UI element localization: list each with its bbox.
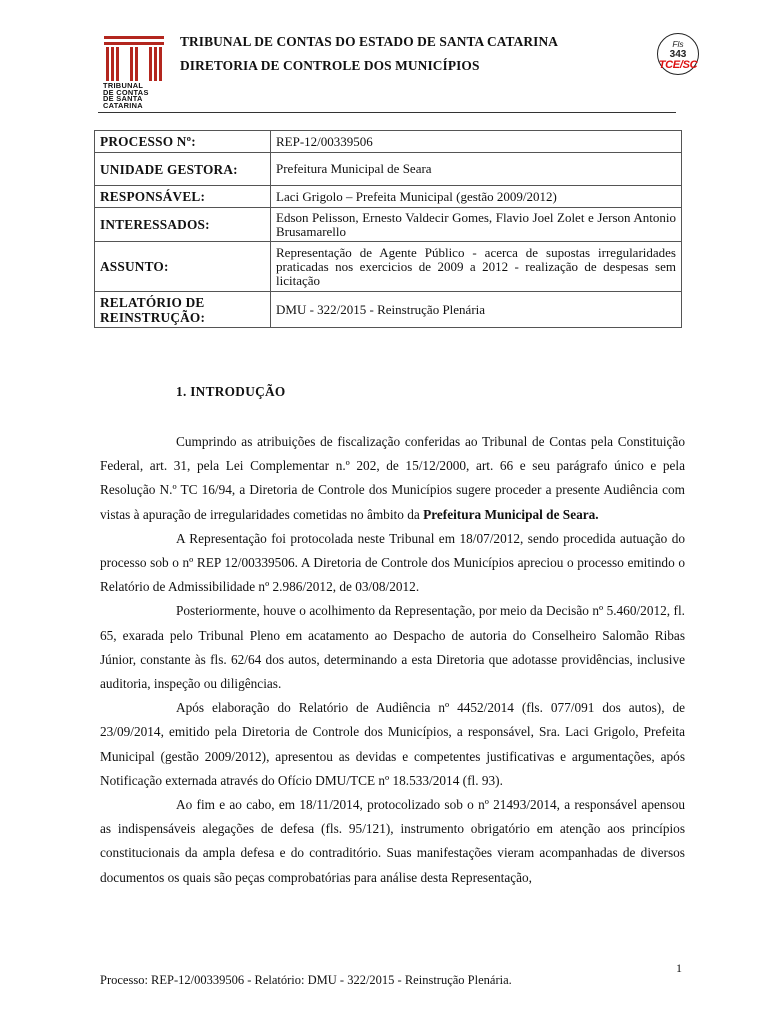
info-value: Prefeitura Municipal de Seara xyxy=(271,153,682,186)
info-value: Laci Grigolo – Prefeita Municipal (gestão 2009/2012) xyxy=(271,186,682,208)
stamp-org: TCE/SC xyxy=(658,59,698,71)
paragraph-text: Cumprindo as atribuições de fiscalização conferidas ao Tribunal de Contas pela Constituição Federal, art. 31, pela Lei Complementar n.º 202, de 15/12/2000, art. 66 e seu parágrafo único e pela Resolução N.º TC 16/94, a Diretoria de Controle dos Municípios sugere proceder a presente Audiência com vistas à apuração de irregularidades cometidas no âmbito da xyxy=(100,434,685,522)
info-value: REP-12/00339506 xyxy=(271,131,682,153)
page-footer: Processo: REP-12/00339506 - Relatório: DMU - 322/2015 - Reinstrução Plenária. xyxy=(100,973,512,987)
logo-line: CATARINA xyxy=(103,100,143,110)
info-key: RELATÓRIO DE REINSTRUÇÃO: xyxy=(95,292,271,328)
stamp-page-number: 343 xyxy=(669,49,687,60)
institution-title: TRIBUNAL DE CONTAS DO ESTADO DE SANTA CATARINA xyxy=(180,34,558,49)
paragraph-text: Posteriormente, houve o acolhimento da Representação, por meio da Decisão nº 5.460/2012, fl. 65, exarada pelo Tribunal Pleno em acatamento ao Despacho de autoria do Conselheiro Salomão Ribas Júnior, constante às fls. 62/64 dos autos, determinando a esta Diretoria que adotasse providências, inclusive auditoria, inspeção ou diligências. xyxy=(100,603,685,692)
info-value: Edson Pelisson, Ernesto Valdecir Gomes, Flavio Joel Zolet e Jerson Antonio Brusamarello xyxy=(271,208,682,242)
paragraph xyxy=(100,793,685,890)
info-value: DMU - 322/2015 - Reinstrução Plenária xyxy=(271,292,682,328)
process-info-table xyxy=(94,130,682,328)
table-row xyxy=(95,131,682,153)
paragraph xyxy=(100,527,685,600)
paragraph xyxy=(100,599,685,696)
paragraph-text: Após elaboração do Relatório de Audiência nº 4452/2014 (fls. 077/091 dos autos), de 23/09/2014, emitido pela Diretoria de Controle dos Municípios, a responsável, Sra. Laci Grigolo, Prefeita Municipal (gestão 2009/2012), apresentou as devidas e competentes justificativas e argumentações, após Notificação externada através do Ofício DMU/TCE nº 18.533/2014 (fl. 93). xyxy=(100,700,685,788)
info-key: RESPONSÁVEL: xyxy=(95,186,271,208)
department-title: DIRETORIA DE CONTROLE DOS MUNICÍPIOS xyxy=(180,58,480,73)
page-number: 1 xyxy=(676,961,682,975)
section-title: 1. INTRODUÇÃO xyxy=(176,384,286,399)
logo-text xyxy=(103,83,169,109)
info-key: ASSUNTO: xyxy=(95,242,271,292)
paragraph-text: Ao fim e ao cabo, em 18/11/2014, protocolizado sob o nº 21493/2014, a responsável apensou as indispensáveis alegações de defesa (fls. 95/121), instrumento obrigatório em atenção aos princípios constitucionais da ampla defesa e do contraditório. Suas manifestações vieram acompanhadas de diversos documentos os quais são peças comprobatórias para análise desta Representação, xyxy=(100,797,685,885)
paragraph-text: A Representação foi protocolada neste Tribunal em 18/07/2012, sendo procedida autuação do processo sob o nº REP 12/00339506. A Diretoria de Controle dos Municípios apreciou o processo emitindo o Relatório de Admissibilidade nº 2.986/2012, de 03/08/2012. xyxy=(100,530,685,595)
info-key: UNIDADE GESTORA: xyxy=(95,153,271,186)
table-row xyxy=(95,292,682,328)
paragraph xyxy=(100,430,685,527)
body-text xyxy=(100,430,685,890)
table-row xyxy=(95,153,682,186)
logo-line: DE SANTA xyxy=(103,94,143,104)
paragraph-bold: Prefeitura Municipal de Seara. xyxy=(423,506,599,522)
info-value: Representação de Agente Público - acerca de supostas irregularidades praticadas nos exercicios de 2009 a 2012 - realização de despesas sem licitação xyxy=(271,242,682,292)
header-divider xyxy=(98,112,676,113)
table-row xyxy=(95,242,682,292)
stamp-fls-label: Fls xyxy=(672,39,684,49)
page-stamp xyxy=(657,33,699,75)
info-key: PROCESSO Nº: xyxy=(95,131,271,153)
table-row xyxy=(95,186,682,208)
table-row xyxy=(95,208,682,242)
logo-line: DE CONTAS xyxy=(103,87,149,97)
paragraph xyxy=(100,696,685,793)
logo-line: TRIBUNAL xyxy=(103,81,144,90)
info-key: INTERESSADOS: xyxy=(95,208,271,242)
